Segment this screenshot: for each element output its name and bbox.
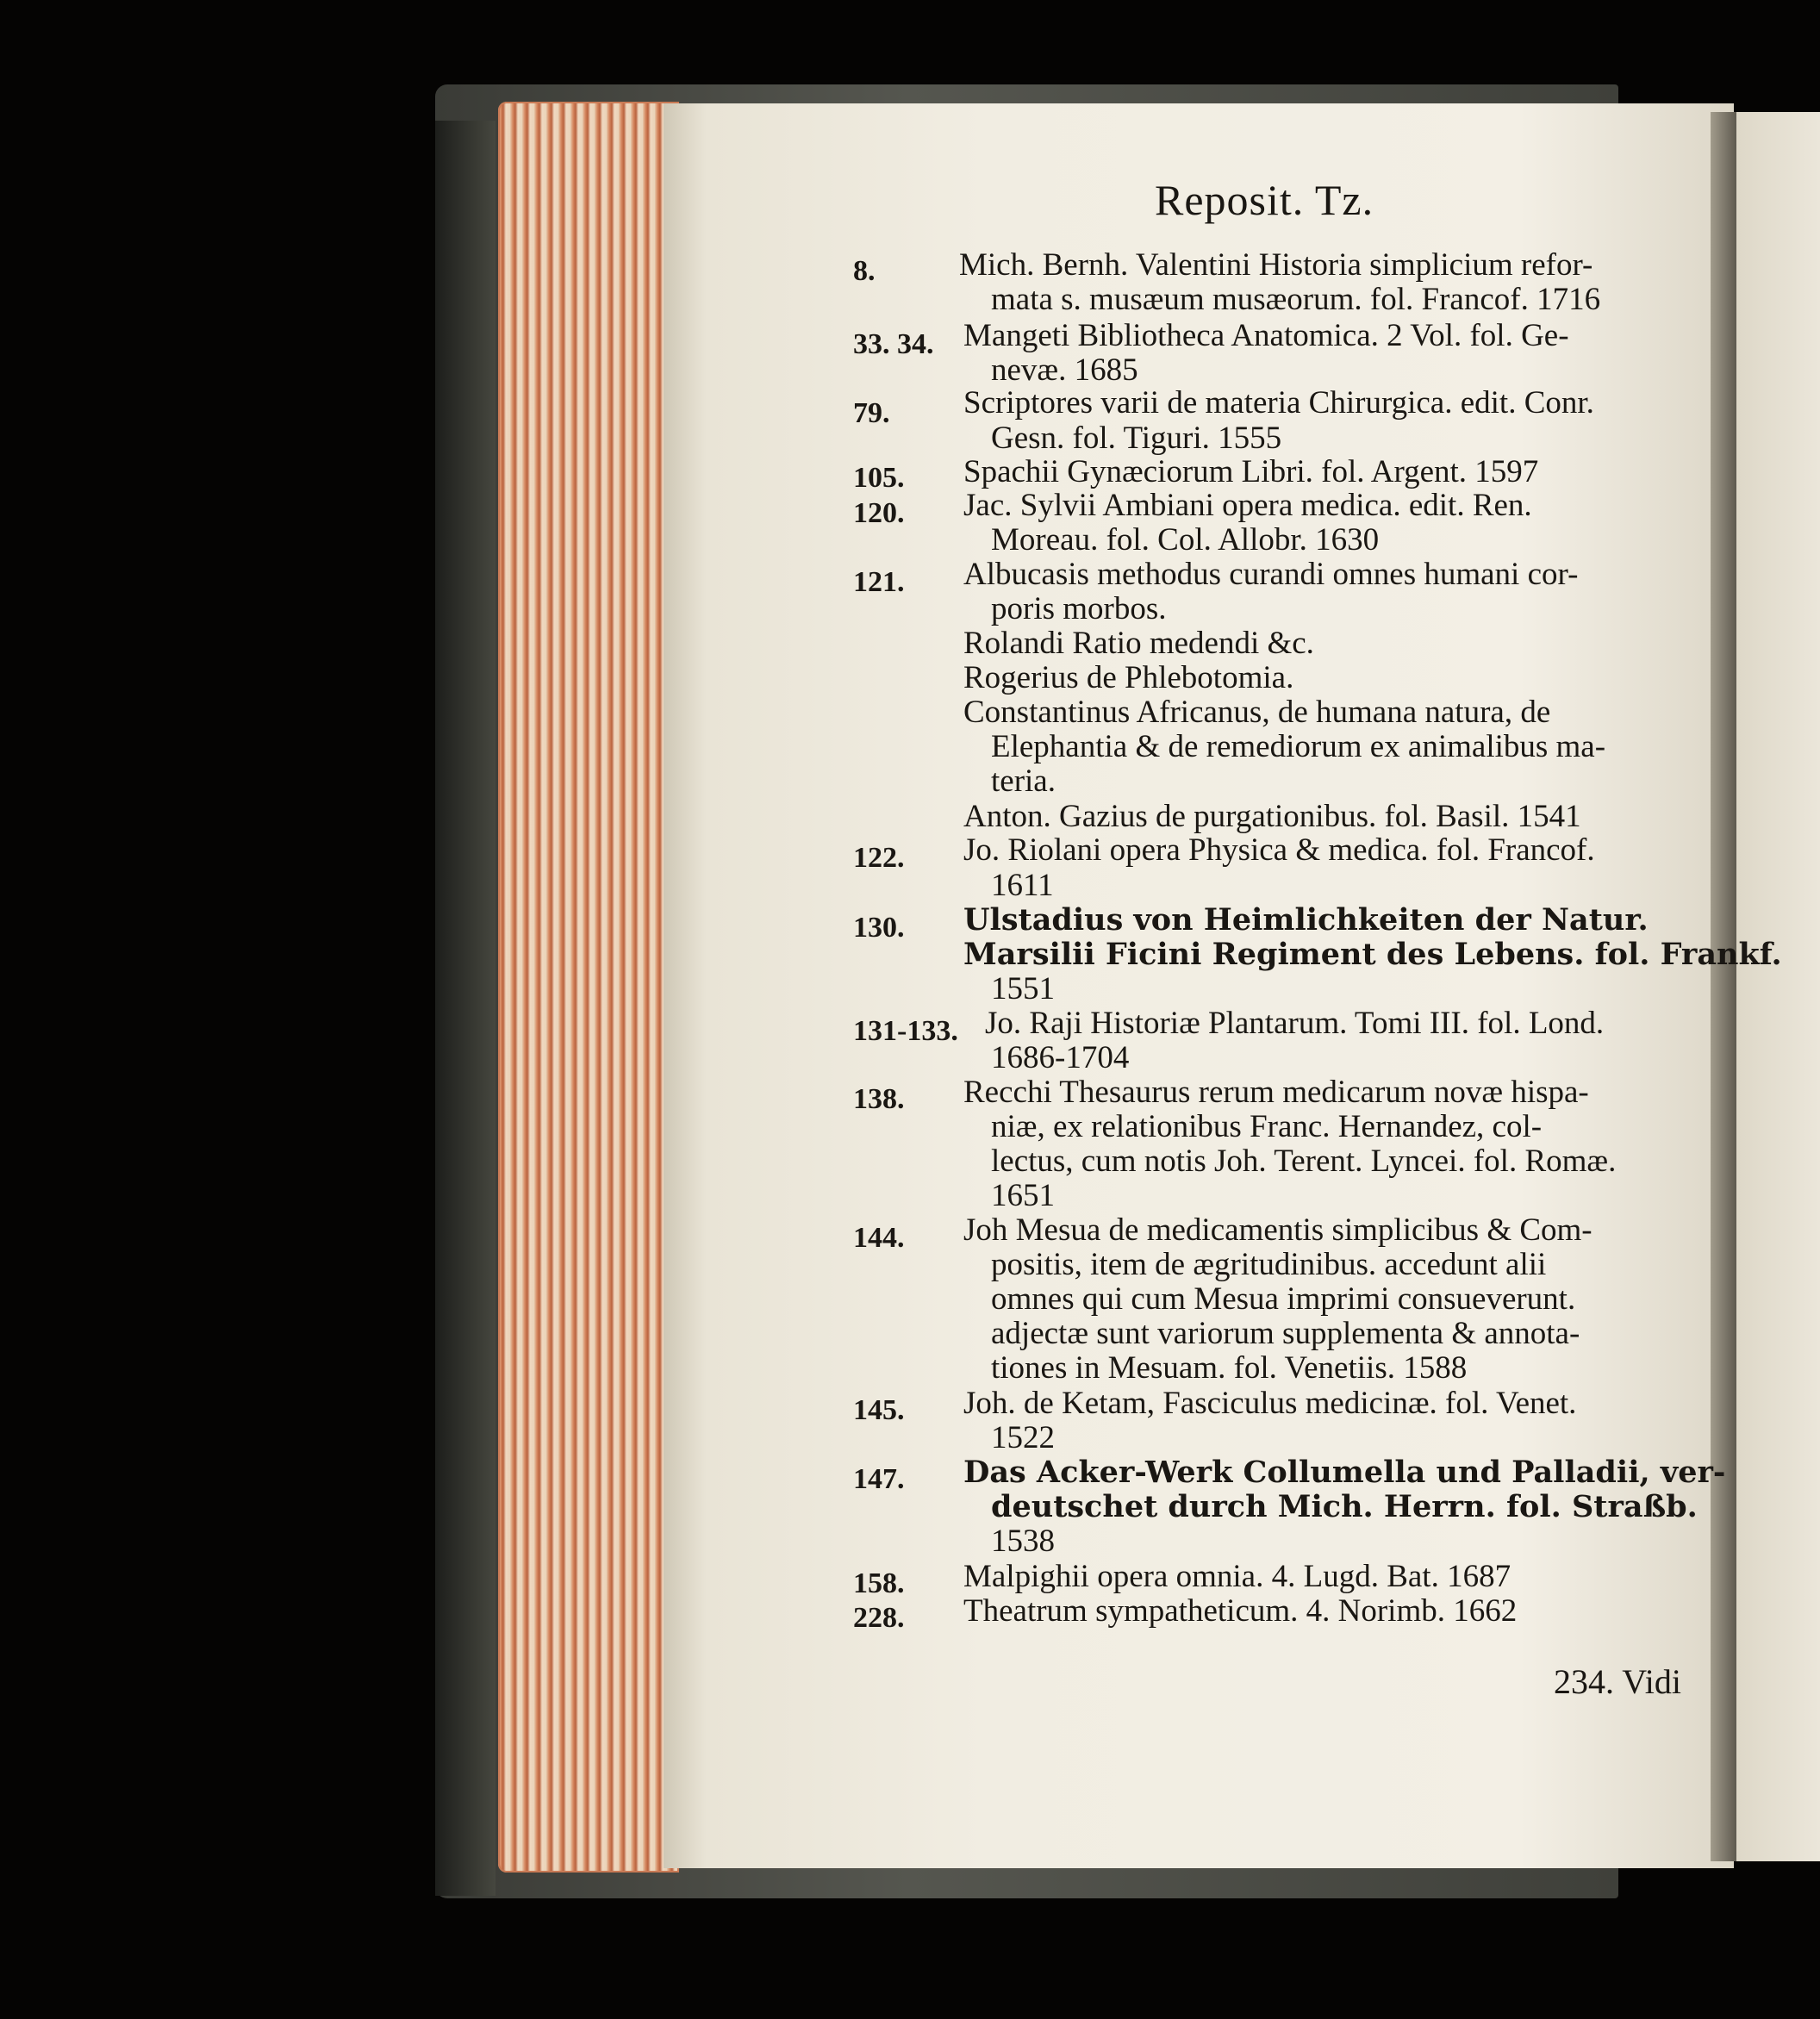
page-edges [498, 102, 679, 1873]
facing-page [1736, 112, 1820, 1861]
entry-line: Jo. Raji Historiæ Plantarum. Tomi III. fol. Lond. [985, 1006, 1605, 1041]
entry-line: Gesn. fol. Tiguri. 1555 [991, 421, 1282, 456]
entry-line: mata s. musæum musæorum. fol. Francof. 1716 [991, 282, 1601, 317]
entry-line: Albucasis methodus curandi omnes humani cor- [963, 557, 1579, 592]
entry-line: Spachii Gynæciorum Libri. fol. Argent. 1597 [963, 454, 1539, 489]
entry-line: teria. [991, 763, 1056, 799]
entry-line: tiones in Mesuam. fol. Venetiis. 1588 [991, 1350, 1468, 1386]
entry-line: omnes qui cum Mesua imprimi consueverunt. [991, 1281, 1576, 1317]
entry-number: 144. [853, 1222, 905, 1254]
entry-number: 122. [853, 842, 905, 874]
entry-line: Rogerius de Phlebotomia. [963, 660, 1294, 695]
entry-number: 8. [853, 255, 876, 287]
entry-line: positis, item de ægritudinibus. accedunt alii [991, 1247, 1547, 1282]
entry-number: 120. [853, 497, 905, 529]
entry-number: 79. [853, 397, 890, 429]
entry-number: 158. [853, 1567, 905, 1599]
entry-line: Moreau. fol. Col. Allobr. 1630 [991, 522, 1380, 558]
entry-line: Theatrum sympatheticum. 4. Norimb. 1662 [963, 1593, 1518, 1629]
entry-line: 1522 [991, 1420, 1055, 1455]
entry-line: Scriptores varii de materia Chirurgica. edit. Conr. [963, 385, 1594, 421]
entry-line: 1686-1704 [991, 1040, 1130, 1075]
entry-number: 121. [853, 566, 905, 598]
page-gutter [1711, 112, 1736, 1861]
entry-line: 1538 [991, 1524, 1055, 1559]
entry-line: Elephantia & de remediorum ex animalibus ma- [991, 729, 1606, 764]
entry-line: Jac. Sylvii Ambiani opera medica. edit. Ren. [963, 488, 1532, 523]
entry-line: Mangeti Bibliotheca Anatomica. 2 Vol. fol. Ge- [963, 318, 1569, 353]
entry-line: Constantinus Africanus, de humana natura, de [963, 695, 1551, 730]
entry-line: niæ, ex relationibus Franc. Hernandez, col- [991, 1109, 1543, 1144]
entry-line: Ulstadius von Heimlichkeiten der Natur. [963, 902, 1649, 938]
entry-number: 145. [853, 1394, 905, 1426]
entry-number: 33. 34. [853, 328, 934, 360]
entry-number: 131-133. [853, 1015, 958, 1047]
entry-line: deutschet durch Mich. Herrn. fol. Straßb. [991, 1489, 1698, 1524]
entry-line: Rolandi Ratio medendi &c. [963, 626, 1314, 661]
entry-number: 130. [853, 912, 905, 944]
entry-line: Jo. Riolani opera Physica & medica. fol. Francof. [963, 832, 1595, 868]
entry-line: Mich. Bernh. Valentini Historia simplicium refor- [959, 247, 1593, 283]
cover-edge [435, 121, 496, 1896]
catchword: 234. Vidi [1554, 1662, 1681, 1701]
entry-number: 105. [853, 462, 905, 494]
entry-line: Recchi Thesaurus rerum medicarum novæ hispa- [963, 1075, 1589, 1110]
entry-line: Marsilii Ficini Regiment des Lebens. fol. Frankf. [963, 937, 1782, 972]
entry-line: Joh. de Ketam, Fasciculus medicinæ. fol. Venet. [963, 1386, 1577, 1421]
entry-line: adjectæ sunt variorum supplementa & annota- [991, 1316, 1580, 1351]
page-header: Reposit. Tz. [1155, 176, 1374, 224]
entry-line: 1551 [991, 971, 1055, 1006]
entry-line: lectus, cum notis Joh. Terent. Lyncei. fol. Romæ. [991, 1143, 1617, 1179]
entry-line: Das Acker-Werk Collumella und Palladii, ver- [963, 1455, 1726, 1490]
entry-line: poris morbos. [991, 591, 1167, 626]
entry-number: 147. [853, 1463, 905, 1495]
entry-line: nevæ. 1685 [991, 352, 1138, 388]
entry-line: 1651 [991, 1178, 1055, 1213]
entry-line: 1611 [991, 868, 1054, 903]
entry-line: Malpighii opera omnia. 4. Lugd. Bat. 1687 [963, 1559, 1511, 1594]
entry-number: 228. [853, 1602, 905, 1634]
entry-number: 138. [853, 1083, 905, 1115]
entry-line: Joh Mesua de medicamentis simplicibus & Com- [963, 1212, 1592, 1248]
entry-line: Anton. Gazius de purgationibus. fol. Basil. 1541 [963, 799, 1581, 834]
